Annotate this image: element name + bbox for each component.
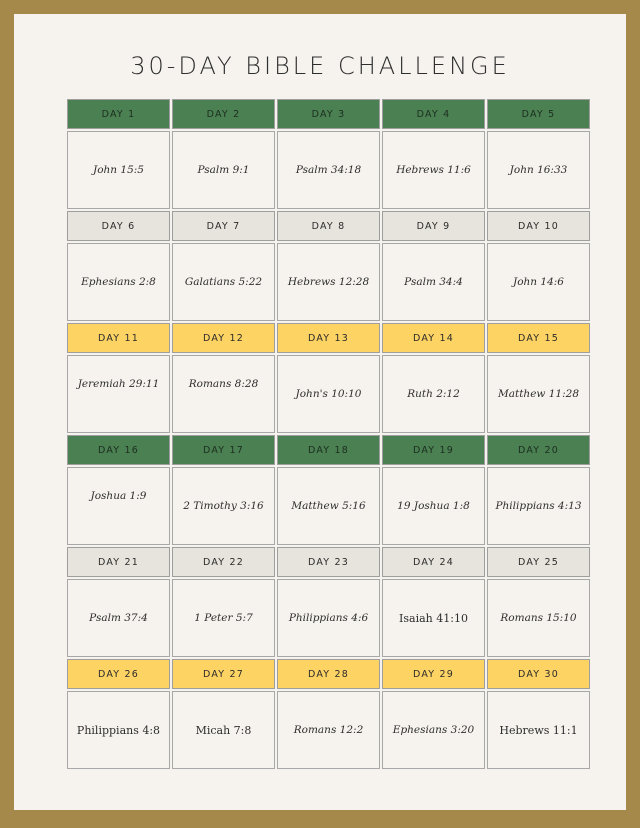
day-header-row [67, 323, 592, 353]
verse-row [67, 243, 592, 321]
day-header: DAY 23 [277, 547, 380, 577]
day-header: DAY 3 [277, 99, 380, 129]
day-header: DAY 10 [487, 211, 590, 241]
verse-text: Psalm 34:18 [295, 164, 362, 176]
verse-text: Philippians 4:8 [76, 723, 161, 737]
day-header: DAY 18 [277, 435, 380, 465]
verse-cell [382, 355, 485, 433]
verse-cell [277, 243, 380, 321]
verse-cell [67, 355, 170, 433]
verse-text: Ruth 2:12 [407, 388, 460, 400]
verse-text: Matthew 5:16 [291, 500, 366, 512]
day-header: DAY 11 [67, 323, 170, 353]
verse-cell [277, 355, 380, 433]
verse-cell [487, 355, 590, 433]
verse-cell [382, 243, 485, 321]
day-header-row [67, 99, 592, 129]
verse-text: Philippians 4:13 [495, 500, 582, 512]
day-header: DAY 27 [172, 659, 275, 689]
verse-text: Ephesians 2:8 [81, 276, 156, 288]
verse-cell [67, 243, 170, 321]
verse-cell [487, 131, 590, 209]
day-header: DAY 26 [67, 659, 170, 689]
verse-text: Galatians 5:22 [184, 276, 263, 288]
day-header: DAY 4 [382, 99, 485, 129]
day-header: DAY 29 [382, 659, 485, 689]
verse-text: Psalm 34:4 [404, 276, 463, 288]
verse-cell [67, 691, 170, 769]
verse-text: Hebrews 11:6 [396, 164, 471, 176]
calendar-page [14, 14, 626, 810]
verse-cell [172, 467, 275, 545]
verse-text: Romans 15:10 [500, 612, 577, 624]
verse-cell [172, 131, 275, 209]
day-header: DAY 1 [67, 99, 170, 129]
verse-cell [172, 579, 275, 657]
verse-text: Ephesians 3:20 [392, 724, 475, 736]
verse-text: John 15:5 [93, 164, 144, 176]
day-header: DAY 12 [172, 323, 275, 353]
verse-text: Hebrews 12:28 [287, 276, 370, 288]
verse-text: John's 10:10 [295, 388, 362, 400]
day-header-row [67, 211, 592, 241]
verse-text: 1 Peter 5:7 [194, 612, 253, 624]
verse-text: Matthew 11:28 [497, 388, 579, 400]
verse-cell [487, 691, 590, 769]
day-header: DAY 19 [382, 435, 485, 465]
verse-text: Romans 12:2 [293, 724, 364, 736]
verse-text: 2 Timothy 3:16 [183, 500, 264, 512]
verse-text: Psalm 9:1 [197, 164, 250, 176]
day-header: DAY 21 [67, 547, 170, 577]
verse-text: John 16:33 [509, 164, 568, 176]
verse-cell [67, 467, 170, 545]
verse-cell [172, 691, 275, 769]
verse-cell [67, 579, 170, 657]
day-header-row [67, 547, 592, 577]
verse-cell [487, 579, 590, 657]
verse-text: Isaiah 41:10 [399, 611, 468, 625]
verse-row [67, 131, 592, 209]
verse-cell [277, 467, 380, 545]
verse-text: Jeremiah 29:11 [77, 378, 160, 390]
verse-cell [277, 691, 380, 769]
verse-text: Philippians 4:6 [288, 612, 369, 624]
verse-text: Romans 8:28 [188, 378, 259, 390]
verse-cell [487, 243, 590, 321]
verse-text: Micah 7:8 [195, 723, 252, 737]
day-header: DAY 14 [382, 323, 485, 353]
day-header: DAY 25 [487, 547, 590, 577]
verse-cell [382, 131, 485, 209]
day-header: DAY 15 [487, 323, 590, 353]
day-header: DAY 2 [172, 99, 275, 129]
day-header: DAY 30 [487, 659, 590, 689]
verse-text: Joshua 1:9 [90, 490, 147, 502]
day-header: DAY 7 [172, 211, 275, 241]
verse-text: John 14:6 [513, 276, 564, 288]
day-header: DAY 9 [382, 211, 485, 241]
day-header: DAY 8 [277, 211, 380, 241]
day-header: DAY 28 [277, 659, 380, 689]
verse-cell [172, 243, 275, 321]
verse-cell [382, 691, 485, 769]
day-header: DAY 16 [67, 435, 170, 465]
day-header: DAY 17 [172, 435, 275, 465]
verse-row [67, 467, 592, 545]
verse-row [67, 579, 592, 657]
day-header: DAY 24 [382, 547, 485, 577]
verse-text: 19 Joshua 1:8 [397, 500, 470, 512]
day-header-row [67, 435, 592, 465]
day-header: DAY 20 [487, 435, 590, 465]
challenge-grid [67, 99, 592, 771]
day-header: DAY 5 [487, 99, 590, 129]
day-header: DAY 6 [67, 211, 170, 241]
day-header: DAY 22 [172, 547, 275, 577]
page-title: 30-DAY BIBLE CHALLENGE [130, 52, 510, 80]
verse-text: Psalm 37:4 [89, 612, 148, 624]
verse-cell [172, 355, 275, 433]
day-header: DAY 13 [277, 323, 380, 353]
verse-row [67, 355, 592, 433]
day-header-row [67, 659, 592, 689]
verse-cell [67, 131, 170, 209]
verse-cell [487, 467, 590, 545]
verse-cell [382, 579, 485, 657]
verse-text: Hebrews 11:1 [499, 723, 578, 737]
verse-cell [277, 579, 380, 657]
verse-row [67, 691, 592, 769]
verse-cell [277, 131, 380, 209]
verse-cell [382, 467, 485, 545]
